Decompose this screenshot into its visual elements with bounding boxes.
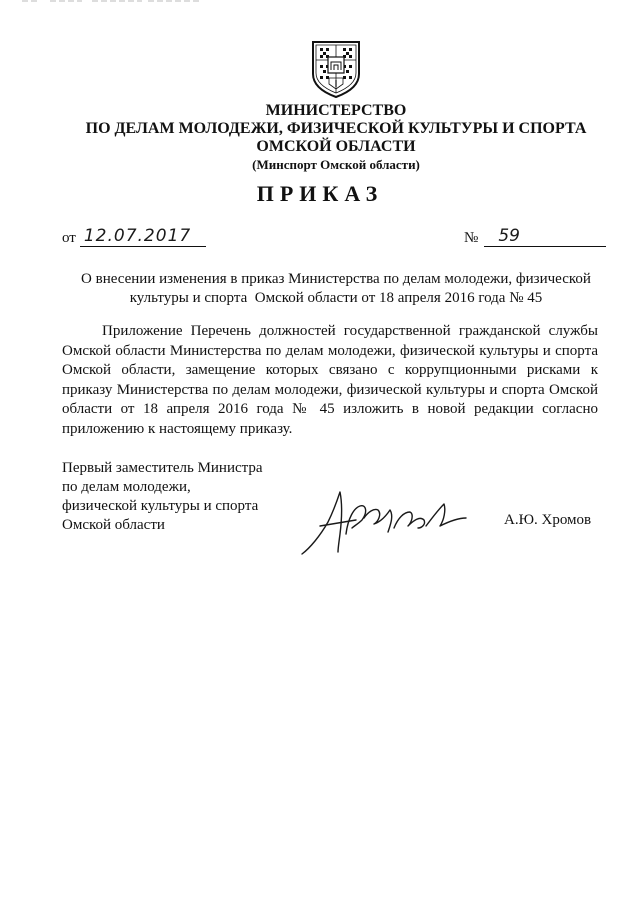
number-prefix: № xyxy=(464,230,479,246)
signer-title-line-1: Первый заместитель Министра xyxy=(62,460,263,476)
signer-title-line-2: по делам молодежи, xyxy=(62,479,191,495)
signer-name: А.Ю. Хромов xyxy=(504,512,592,528)
date-prefix: от xyxy=(62,230,76,246)
signer-title-line-3: физической культуры и спорта xyxy=(62,498,259,514)
header-line-1: МИНИСТЕРСТВО xyxy=(265,102,407,119)
coat-of-arms-icon xyxy=(311,40,361,98)
document-number-row xyxy=(464,226,606,247)
signer-title-line-4: Омской области xyxy=(62,517,165,533)
signer-title xyxy=(62,459,263,535)
scan-artifact-line xyxy=(22,0,222,3)
subject-line-1: О внесении изменения в приказ Министерства по делам молодежи, физической xyxy=(81,271,591,287)
ministry-header xyxy=(70,102,602,173)
handwritten-number: 59 xyxy=(484,226,606,247)
document-type-title: ПРИКАЗ xyxy=(256,181,384,206)
header-line-3: ОМСКОЙ ОБЛАСТИ xyxy=(256,138,416,155)
document-date-row xyxy=(62,226,206,247)
header-line-2: ПО ДЕЛАМ МОЛОДЕЖИ, ФИЗИЧЕСКОЙ КУЛЬТУРЫ И СПОРТА xyxy=(85,120,587,137)
header-abbreviation: (Минспорт Омской области) xyxy=(252,157,420,172)
handwritten-date: 12.07.2017 xyxy=(80,226,206,247)
handwritten-signature xyxy=(298,488,470,560)
subject-line-2: культуры и спорта Омской области от 18 апреля 2016 года № 45 xyxy=(129,290,543,306)
document-subject xyxy=(70,270,602,308)
body-paragraph: Приложение Перечень должностей государственной гражданской службы Омской области Министерства по делам молодежи, физической культуры и спорта Омской области, замещение которых связано с коррупционными рисками к приказу Министерства по делам молодежи, физической культуры и спорта Омской области от 18 апреля 2016 года № 45 изложить в новой редакции согласно приложению к настоящему приказу. xyxy=(62,323,598,437)
